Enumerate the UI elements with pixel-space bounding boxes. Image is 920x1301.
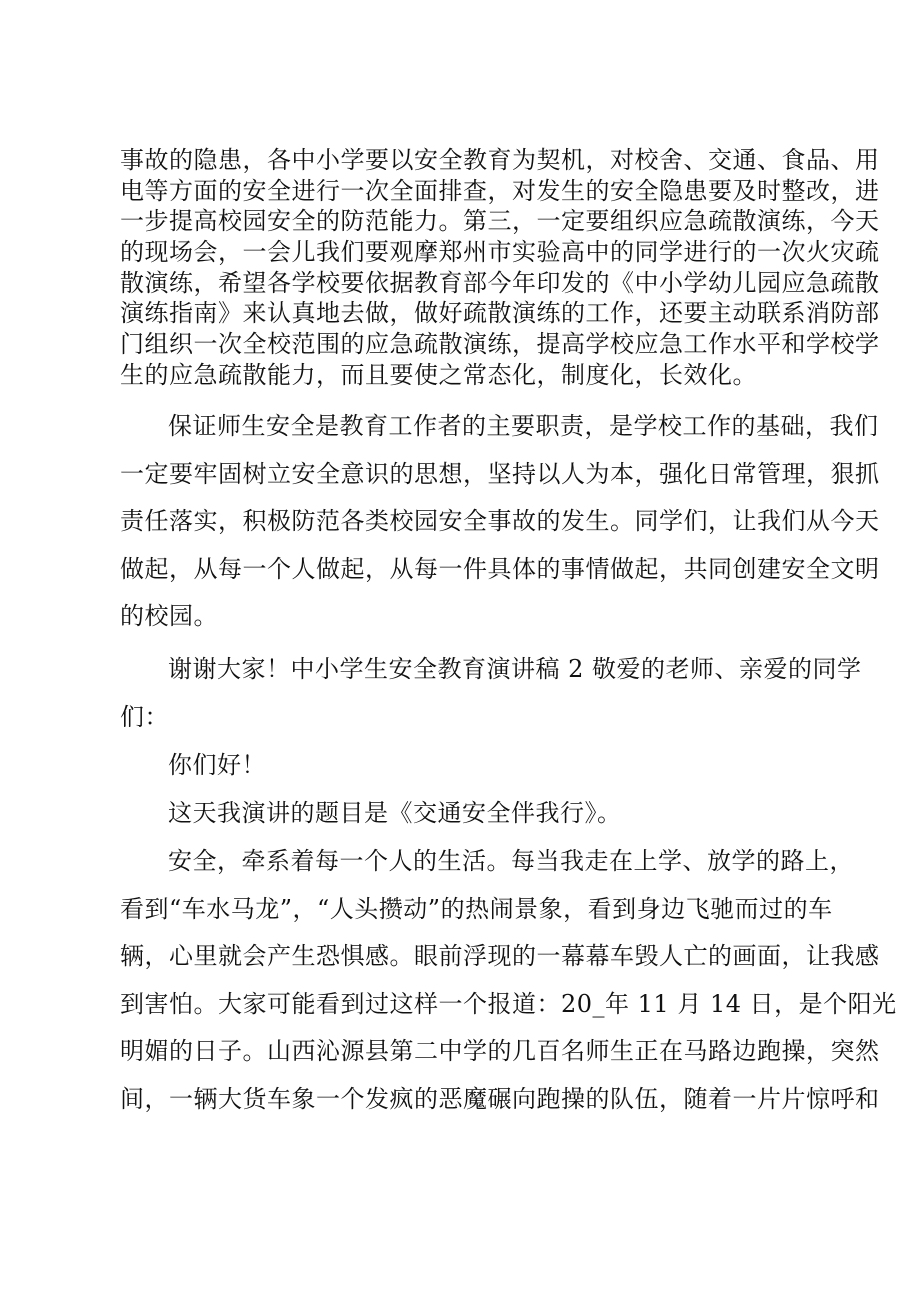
paragraph-3 xyxy=(120,646,862,741)
text-line: 到害怕。大家可能看到过这样一个报道：20_年 11 月 14 日，是个阳光 xyxy=(120,989,897,1018)
text-line: 们： xyxy=(120,702,169,731)
text-line: 明媚的日子。山西沁源县第二中学的几百名师生正在马路边跑操，突然 xyxy=(120,1037,880,1065)
text-line: 门组织一次全校范围的应急疏散演练，提高学校应急工作水平和学校学 xyxy=(120,330,880,359)
text-line: 散演练，希望各学校要依据教育部今年印发的《中小学幼儿园应急疏散 xyxy=(120,268,880,297)
text-line: 谢谢大家！中小学生安全教育演讲稿 2 敬爱的老师、亲爱的同学 xyxy=(168,655,862,683)
text-line: 的校园。 xyxy=(120,602,218,630)
text-line: 生的应急疏散能力，而且要使之常态化，制度化，长效化。 xyxy=(120,360,757,389)
text-line: 间，一辆大货车象一个发疯的恶魔碾向跑操的队伍，随着一片片惊呼和 xyxy=(120,1084,880,1113)
text-line: 做起，从每一个人做起，从每一件具体的事情做起，共同创建安全文明 xyxy=(120,554,880,583)
text-line: 你们好！ xyxy=(168,751,266,779)
text-line: 一定要牢固树立安全意识的思想，坚持以人为本，强化日常管理，狠抓 xyxy=(120,459,880,488)
text-line: 事故的隐患，各中小学要以安全教育为契机，对校舍、交通、食品、用 xyxy=(120,146,880,174)
text-line: 安全，牵系着每一个人的生活。每当我走在上学、放学的路上， xyxy=(168,847,854,875)
paragraph-2 xyxy=(120,403,880,641)
text-line: 一步提高校园安全的防范能力。第三，一定要组织应急疏散演练，今天 xyxy=(120,207,880,236)
text-line: 看到“车水马龙”，“人头攒动”的热闹景象，看到身边飞驰而过的车 xyxy=(120,894,833,923)
text-line: 电等方面的安全进行一次全面排查，对发生的安全隐患要及时整改，进 xyxy=(120,176,880,205)
paragraph-5 xyxy=(120,790,825,838)
text-line: 责任落实，积极防范各类校园安全事故的发生。同学们，让我们从今天 xyxy=(120,507,880,535)
text-line: 这天我演讲的题目是《交通安全伴我行》。 xyxy=(168,799,622,827)
text-line: 保证师生安全是教育工作者的主要职责，是学校工作的基础，我们 xyxy=(168,412,879,440)
paragraph-4 xyxy=(120,742,825,790)
text-line: 辆，心里就会产生恐惧感。眼前浮现的一幕幕车毁人亡的画面，让我感 xyxy=(120,942,880,970)
text-line: 演练指南》来认真地去做，做好疏散演练的工作，还要主动联系消防部 xyxy=(120,299,880,328)
paragraph-6 xyxy=(120,838,897,1123)
text-line: 的现场会，一会儿我们要观摩郑州市实验高中的同学进行的一次火灾疏 xyxy=(120,238,880,267)
paragraph-1 xyxy=(120,145,880,391)
